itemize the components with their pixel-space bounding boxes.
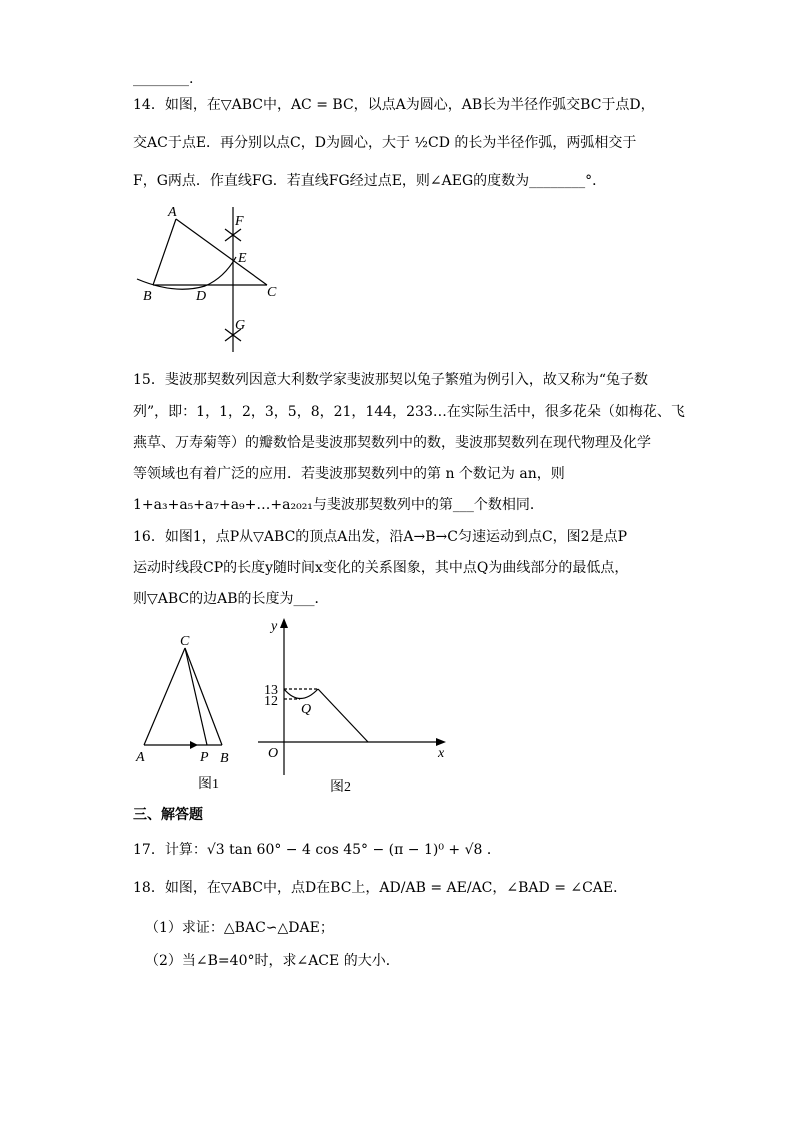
previous-answer-blank: ________. xyxy=(133,71,194,87)
fig2-tick-12: 12 xyxy=(264,694,278,709)
label-E: E xyxy=(238,251,247,266)
fig1-label-A: A xyxy=(136,750,145,765)
fig1-label-B: B xyxy=(220,751,229,766)
fig1-label-P: P xyxy=(200,750,209,765)
q18-part-2: （2）当∠B=40°时，求∠ACE 的大小． xyxy=(145,953,400,969)
q14-line-2: 交AC于点E．再分别以点C，D为圆心，大于 ½CD 的长为半径作弧，两弧相交于 xyxy=(133,135,637,151)
arrow-icon xyxy=(190,741,198,749)
fig2-tick-13: 13 xyxy=(264,683,278,698)
q18-line: 18．如图，在▽ABC中，点D在BC上，AD/AB = AE/AC，∠BAD = ∠CAE． xyxy=(133,880,628,896)
q15-line-3: 燕草、万寿菊等）的瓣数恰是斐波那契数列中的数，斐波那契数列在现代物理及化学 xyxy=(133,435,651,451)
section-heading: 三、解答题 xyxy=(133,807,203,823)
q14-figure xyxy=(0,0,794,400)
fig1-label-C: C xyxy=(180,634,190,649)
q16-line-2: 运动时线段CP的长度y随时间x变化的关系图象，其中点Q为曲线部分的最低点， xyxy=(133,560,629,576)
label-F: F xyxy=(235,214,244,229)
q15-line-4: 等领域也有着广泛的应用．若斐波那契数列中的第 n 个数记为 an，则 xyxy=(133,466,565,482)
q15-line-2: 列”，即：1，1，2，3，5，8，21，144，233…在实际生活中，很多花朵（如梅花、飞 xyxy=(133,404,685,420)
label-D: D xyxy=(196,289,207,304)
q15-line-5: 1+a₃+a₅+a₇+a₉+…+a₂₀₂₁与斐波那契数列中的第___个数相同． xyxy=(133,497,544,513)
fig2-y-label: y xyxy=(271,619,278,634)
q16-line-1: 16．如图1，点P从▽ABC的顶点A出发，沿A→B→C匀速运动到点C，图2是点P xyxy=(133,529,627,545)
q16-figures xyxy=(0,600,794,800)
q18-part-1: （1）求证：△BAC∽△DAE； xyxy=(145,920,334,936)
label-A: A xyxy=(168,205,177,220)
x-axis-arrow-icon xyxy=(436,738,446,746)
question-17: 17．计算：√3 tan 60° − 4 cos 45° − (π − 1)⁰ + √8 ． xyxy=(133,842,501,858)
fig2-x-label: x xyxy=(438,746,445,761)
q14-line-1: 14．如图，在▽ABC中，AC = BC，以点A为圆心，AB长为半径作弧交BC于点D， xyxy=(133,97,655,113)
label-B: B xyxy=(143,289,152,304)
q14-line-3: F，G两点．作直线FG．若直线FG经过点E，则∠AEG的度数为________°． xyxy=(133,173,607,189)
label-C: C xyxy=(267,285,277,300)
fig2-origin: O xyxy=(268,746,279,761)
fig2-caption: 图2 xyxy=(330,780,351,795)
fig1-caption: 图1 xyxy=(198,777,219,792)
label-G: G xyxy=(235,318,246,333)
q16-line-3: 则▽ABC的边AB的长度为___． xyxy=(133,591,329,607)
y-axis-arrow-icon xyxy=(280,618,288,628)
q15-line-1: 15．斐波那契数列因意大利数学家斐波那契以兔子繁殖为例引入，故又称为“兔子数 xyxy=(133,372,648,388)
fig2-label-Q: Q xyxy=(301,702,312,717)
